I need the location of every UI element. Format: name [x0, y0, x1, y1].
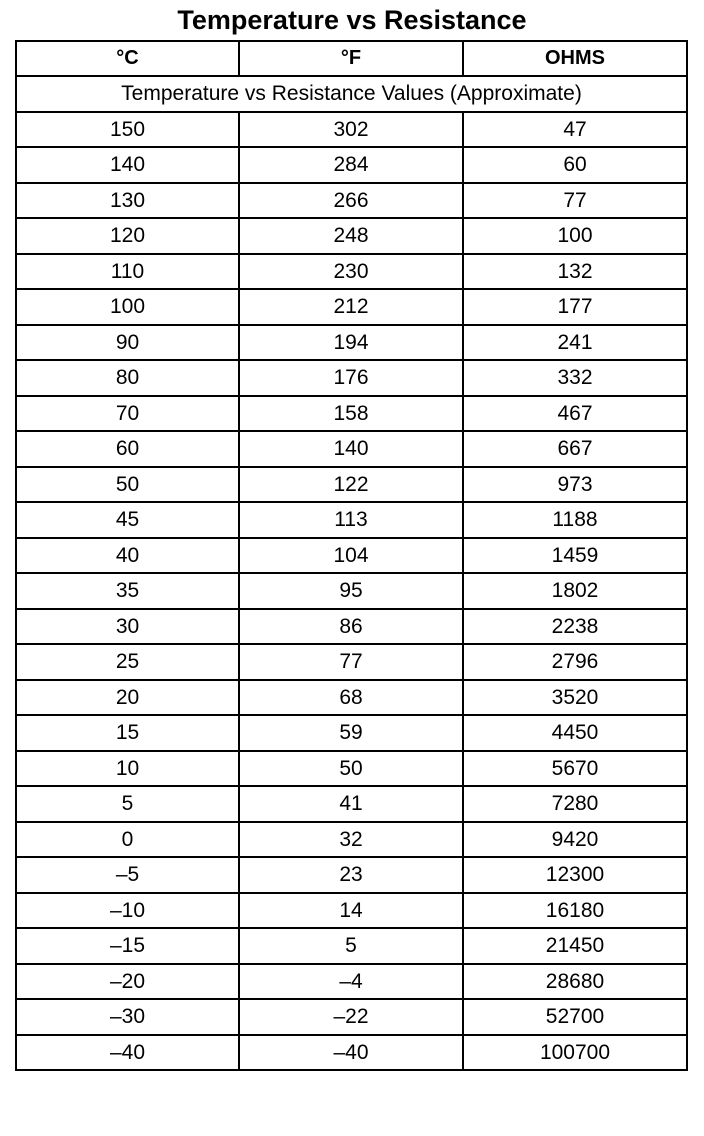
ohms-cell: 467: [463, 396, 687, 432]
fahrenheit-cell: 104: [239, 538, 463, 574]
fahrenheit-cell: –40: [239, 1035, 463, 1071]
table-row: [16, 893, 687, 929]
fahrenheit-cell: 95: [239, 573, 463, 609]
table-row: [16, 857, 687, 893]
header-row: [16, 41, 687, 76]
table-row: [16, 822, 687, 858]
celsius-cell: 20: [16, 680, 239, 716]
column-header-fahrenheit: °F: [239, 41, 463, 76]
fahrenheit-cell: 284: [239, 147, 463, 183]
table-row: [16, 680, 687, 716]
fahrenheit-cell: 158: [239, 396, 463, 432]
table-row: [16, 609, 687, 645]
celsius-cell: 10: [16, 751, 239, 787]
celsius-cell: 110: [16, 254, 239, 290]
table-title: Temperature vs Resistance: [177, 5, 527, 35]
table-row: [16, 1035, 687, 1071]
table-row: [16, 396, 687, 432]
celsius-cell: 130: [16, 183, 239, 219]
table-row: [16, 999, 687, 1035]
celsius-cell: –5: [16, 857, 239, 893]
celsius-cell: 80: [16, 360, 239, 396]
ohms-cell: 77: [463, 183, 687, 219]
ohms-cell: 1802: [463, 573, 687, 609]
table-row: [16, 502, 687, 538]
subtitle-row: [16, 76, 687, 112]
ohms-cell: 12300: [463, 857, 687, 893]
celsius-cell: 15: [16, 715, 239, 751]
celsius-cell: –30: [16, 999, 239, 1035]
ohms-cell: 973: [463, 467, 687, 503]
table-row: [16, 218, 687, 254]
fahrenheit-cell: 50: [239, 751, 463, 787]
table-row: [16, 325, 687, 361]
ohms-cell: 5670: [463, 751, 687, 787]
ohms-cell: 52700: [463, 999, 687, 1035]
fahrenheit-cell: –4: [239, 964, 463, 1000]
ohms-cell: 1188: [463, 502, 687, 538]
table-row: [16, 928, 687, 964]
table-row: [16, 431, 687, 467]
ohms-cell: 4450: [463, 715, 687, 751]
fahrenheit-cell: 248: [239, 218, 463, 254]
fahrenheit-cell: 59: [239, 715, 463, 751]
table-row: [16, 112, 687, 148]
celsius-cell: 40: [16, 538, 239, 574]
ohms-cell: 3520: [463, 680, 687, 716]
fahrenheit-cell: 230: [239, 254, 463, 290]
table-row: [16, 289, 687, 325]
celsius-cell: –20: [16, 964, 239, 1000]
ohms-cell: 21450: [463, 928, 687, 964]
table-row: [16, 183, 687, 219]
celsius-cell: –15: [16, 928, 239, 964]
ohms-cell: 2238: [463, 609, 687, 645]
fahrenheit-cell: 113: [239, 502, 463, 538]
ohms-cell: 9420: [463, 822, 687, 858]
celsius-cell: 100: [16, 289, 239, 325]
ohms-cell: 7280: [463, 786, 687, 822]
ohms-cell: 2796: [463, 644, 687, 680]
table-row: [16, 715, 687, 751]
celsius-cell: 90: [16, 325, 239, 361]
fahrenheit-cell: 176: [239, 360, 463, 396]
celsius-cell: 140: [16, 147, 239, 183]
fahrenheit-cell: 14: [239, 893, 463, 929]
table-row: [16, 467, 687, 503]
ohms-cell: 16180: [463, 893, 687, 929]
column-header-ohms: OHMS: [463, 41, 687, 76]
fahrenheit-cell: 122: [239, 467, 463, 503]
celsius-cell: –40: [16, 1035, 239, 1071]
celsius-cell: –10: [16, 893, 239, 929]
celsius-cell: 25: [16, 644, 239, 680]
fahrenheit-cell: –22: [239, 999, 463, 1035]
table-row: [16, 147, 687, 183]
ohms-cell: 132: [463, 254, 687, 290]
table-subtitle: Temperature vs Resistance Values (Approximate): [16, 76, 687, 112]
ohms-cell: 1459: [463, 538, 687, 574]
celsius-cell: 120: [16, 218, 239, 254]
fahrenheit-cell: 212: [239, 289, 463, 325]
ohms-cell: 100: [463, 218, 687, 254]
celsius-cell: 70: [16, 396, 239, 432]
fahrenheit-cell: 41: [239, 786, 463, 822]
celsius-cell: 150: [16, 112, 239, 148]
table-row: [16, 360, 687, 396]
fahrenheit-cell: 194: [239, 325, 463, 361]
celsius-cell: 45: [16, 502, 239, 538]
fahrenheit-cell: 68: [239, 680, 463, 716]
ohms-cell: 332: [463, 360, 687, 396]
celsius-cell: 5: [16, 786, 239, 822]
fahrenheit-cell: 86: [239, 609, 463, 645]
table-row: [16, 644, 687, 680]
celsius-cell: 50: [16, 467, 239, 503]
table-row: [16, 573, 687, 609]
fahrenheit-cell: 32: [239, 822, 463, 858]
fahrenheit-cell: 5: [239, 928, 463, 964]
fahrenheit-cell: 302: [239, 112, 463, 148]
ohms-cell: 667: [463, 431, 687, 467]
fahrenheit-cell: 23: [239, 857, 463, 893]
fahrenheit-cell: 77: [239, 644, 463, 680]
table-row: [16, 786, 687, 822]
table-row: [16, 538, 687, 574]
ohms-cell: 28680: [463, 964, 687, 1000]
table-row: [16, 254, 687, 290]
celsius-cell: 30: [16, 609, 239, 645]
fahrenheit-cell: 140: [239, 431, 463, 467]
temperature-resistance-table: [15, 40, 688, 1071]
ohms-cell: 47: [463, 112, 687, 148]
table-row: [16, 751, 687, 787]
ohms-cell: 60: [463, 147, 687, 183]
column-header-celsius: °C: [16, 41, 239, 76]
ohms-cell: 100700: [463, 1035, 687, 1071]
table-row: [16, 964, 687, 1000]
celsius-cell: 35: [16, 573, 239, 609]
celsius-cell: 60: [16, 431, 239, 467]
celsius-cell: 0: [16, 822, 239, 858]
ohms-cell: 241: [463, 325, 687, 361]
fahrenheit-cell: 266: [239, 183, 463, 219]
ohms-cell: 177: [463, 289, 687, 325]
